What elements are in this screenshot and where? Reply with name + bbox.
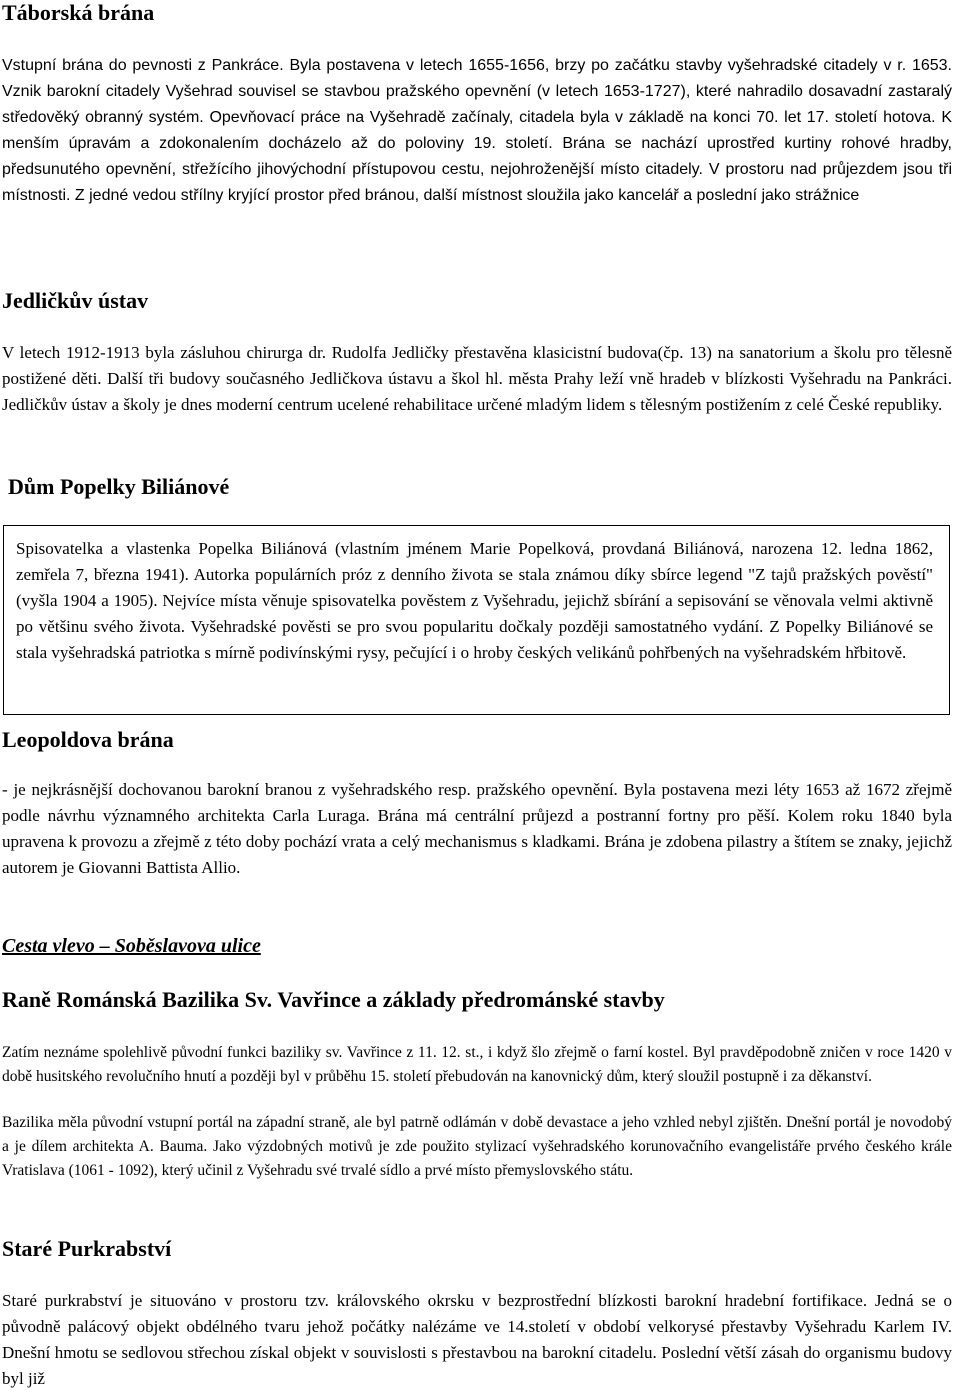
heading-bazilika-sv-vavrince: Raně Románská Bazilika Sv. Vavřince a základy předrománské stavby: [2, 987, 665, 1012]
heading-jedlickuv-ustav: Jedličkův ústav: [2, 288, 149, 313]
paragraph-taborska-brana: Vstupní brána do pevnosti z Pankráce. Byla postavena v letech 1655-1656, brzy po začátku stavby vyšehradské citadely v r. 1653. Vznik barokní citadely Vyšehrad souvisel se stavbou pražského opevnění (v letech 1653-1727), které nahradilo dosavadní zastaralý středověký obranný systém. Opevňovací práce na Vyšehradě začínaly, citadela byla v základě na konci 70. let 17. století hotova. K menším úpravám a zdokonalením docházelo až do poloviny 19. století. Brána se nachází uprostřed kurtiny rohové hradby, předsunutého opevnění, střežícího jihovýchodní přístupovou cestu, nejohroženější místo citadely. V prostoru nad průjezdem jsou tři místnosti. Z jedné vedou střílny kryjící prostor před bránou, další místnost sloužila jako kancelář a poslední jako strážnice: [2, 57, 952, 204]
paragraph-stare-purkrabstvi: Staré purkrabství je situováno v prostoru tzv. královského okrsku v bezprostřední blízkosti barokní hradební fortifikace. Jedná se o původně palácový objekt obdélného tvaru jehož počátky nalézáme ve 14.století v období velkorysé přestavby Vyšehradu Karlem IV. Dnešní hmotu se sedlovou střechou získal objekt v souvislosti s přestavbou na barokní citadelu. Poslední větší zásah do organismu budovy byl již: [2, 1291, 952, 1388]
paragraph-leopoldova-brana: - je nejkrásnější dochovanou barokní branou z vyšehradského resp. pražského opevnění. Byla postavena mezi léty 1653 až 1672 zřejmě podle návrhu významného architekta Carla Luraga. Brána má centrální průjezd a postranní fortny pro pěší. Kolem roku 1840 byla upravena k provozu a zřejmě z této doby pochází vrata a celý mechanismus s kladkami. Brána je zdobena pilastry a štítem se znaky, jejichž autorem je Giovanni Battista Allio.: [2, 780, 952, 877]
heading-stare-purkrabstvi: Staré Purkrabství: [2, 1236, 172, 1261]
paragraph-jedlickuv-ustav: V letech 1912-1913 byla zásluhou chirurga dr. Rudolfa Jedličky přestavěna klasicistní budova(čp. 13) na sanatorium a školu pro tělesně postižené děti. Další tři budovy současného Jedličkova ústavu a škol hl. města Prahy leží vně hradeb v blízkosti Vyšehradu na Pankráci. Jedličkův ústav a školy je dnes moderní centrum ucelené rehabilitace určené mladým lidem s tělesným postižením z celé České republiky.: [2, 343, 952, 414]
heading-leopoldova-brana: Leopoldova brána: [2, 727, 174, 752]
heading-taborska-brana: Táborská brána: [2, 0, 155, 25]
bilianova-text-box: [3, 525, 950, 715]
paragraph-bazilika-1: Zatím neznáme spolehlivě původní funkci baziliky sv. Vavřince z 11. 12. st., i když šlo zřejmě o farní kostel. Byl pravděpodobně zničen v roce 1420 v době husitského revolučního hnutí a později byl v průběhu 15. století přebudován na kanovnický dům, který sloužil postupně i za děkanství.: [2, 1044, 952, 1085]
paragraph-bazilika-2: Bazilika měla původní vstupní portál na západní straně, ale byl patrně odlámán v době devastace a jeho vzhled nebyl zjištěn. Dnešní portál je novodobý a je dílem architekta A. Bauma. Jako výzdobných motivů je zde použito stylizací vyšehradského korunovačního evangelistáře prvého českého krále Vratislava (1061 - 1092), který učinil z Vyšehradu své trvalé sídlo a prvé místo přemyslovského státu.: [2, 1114, 952, 1179]
heading-dum-popelky-bilianove: Dům Popelky Biliánové: [8, 474, 230, 499]
heading-cesta-vlevo: Cesta vlevo – Soběslavova ulice: [2, 935, 261, 957]
paragraph-dum-popelky-bilianove: Spisovatelka a vlastenka Popelka Biliánová (vlastním jménem Marie Popelková, provdaná Biliánová, narozena 12. ledna 1862, zemřela 7, března 1941). Autorka populárních próz z denního života se stala známou díky sbírce legend "Z tajů pražských pověstí" (vyšla 1904 a 1905). Nejvíce místa věnuje spisovatelka pověstem z Vyšehradu, jejichž sbírání a sepisování se věnovala velmi aktivně po většinu svého života. Vyšehradské pověsti se pro svou popularitu dočkaly později samostatného vydání. Z Popelky Biliánové se stala vyšehradská patriotka s mírně podivínskými rysy, pečující i o hroby českých velikánů pohřbených na vyšehradském hřbitově.: [16, 539, 933, 662]
